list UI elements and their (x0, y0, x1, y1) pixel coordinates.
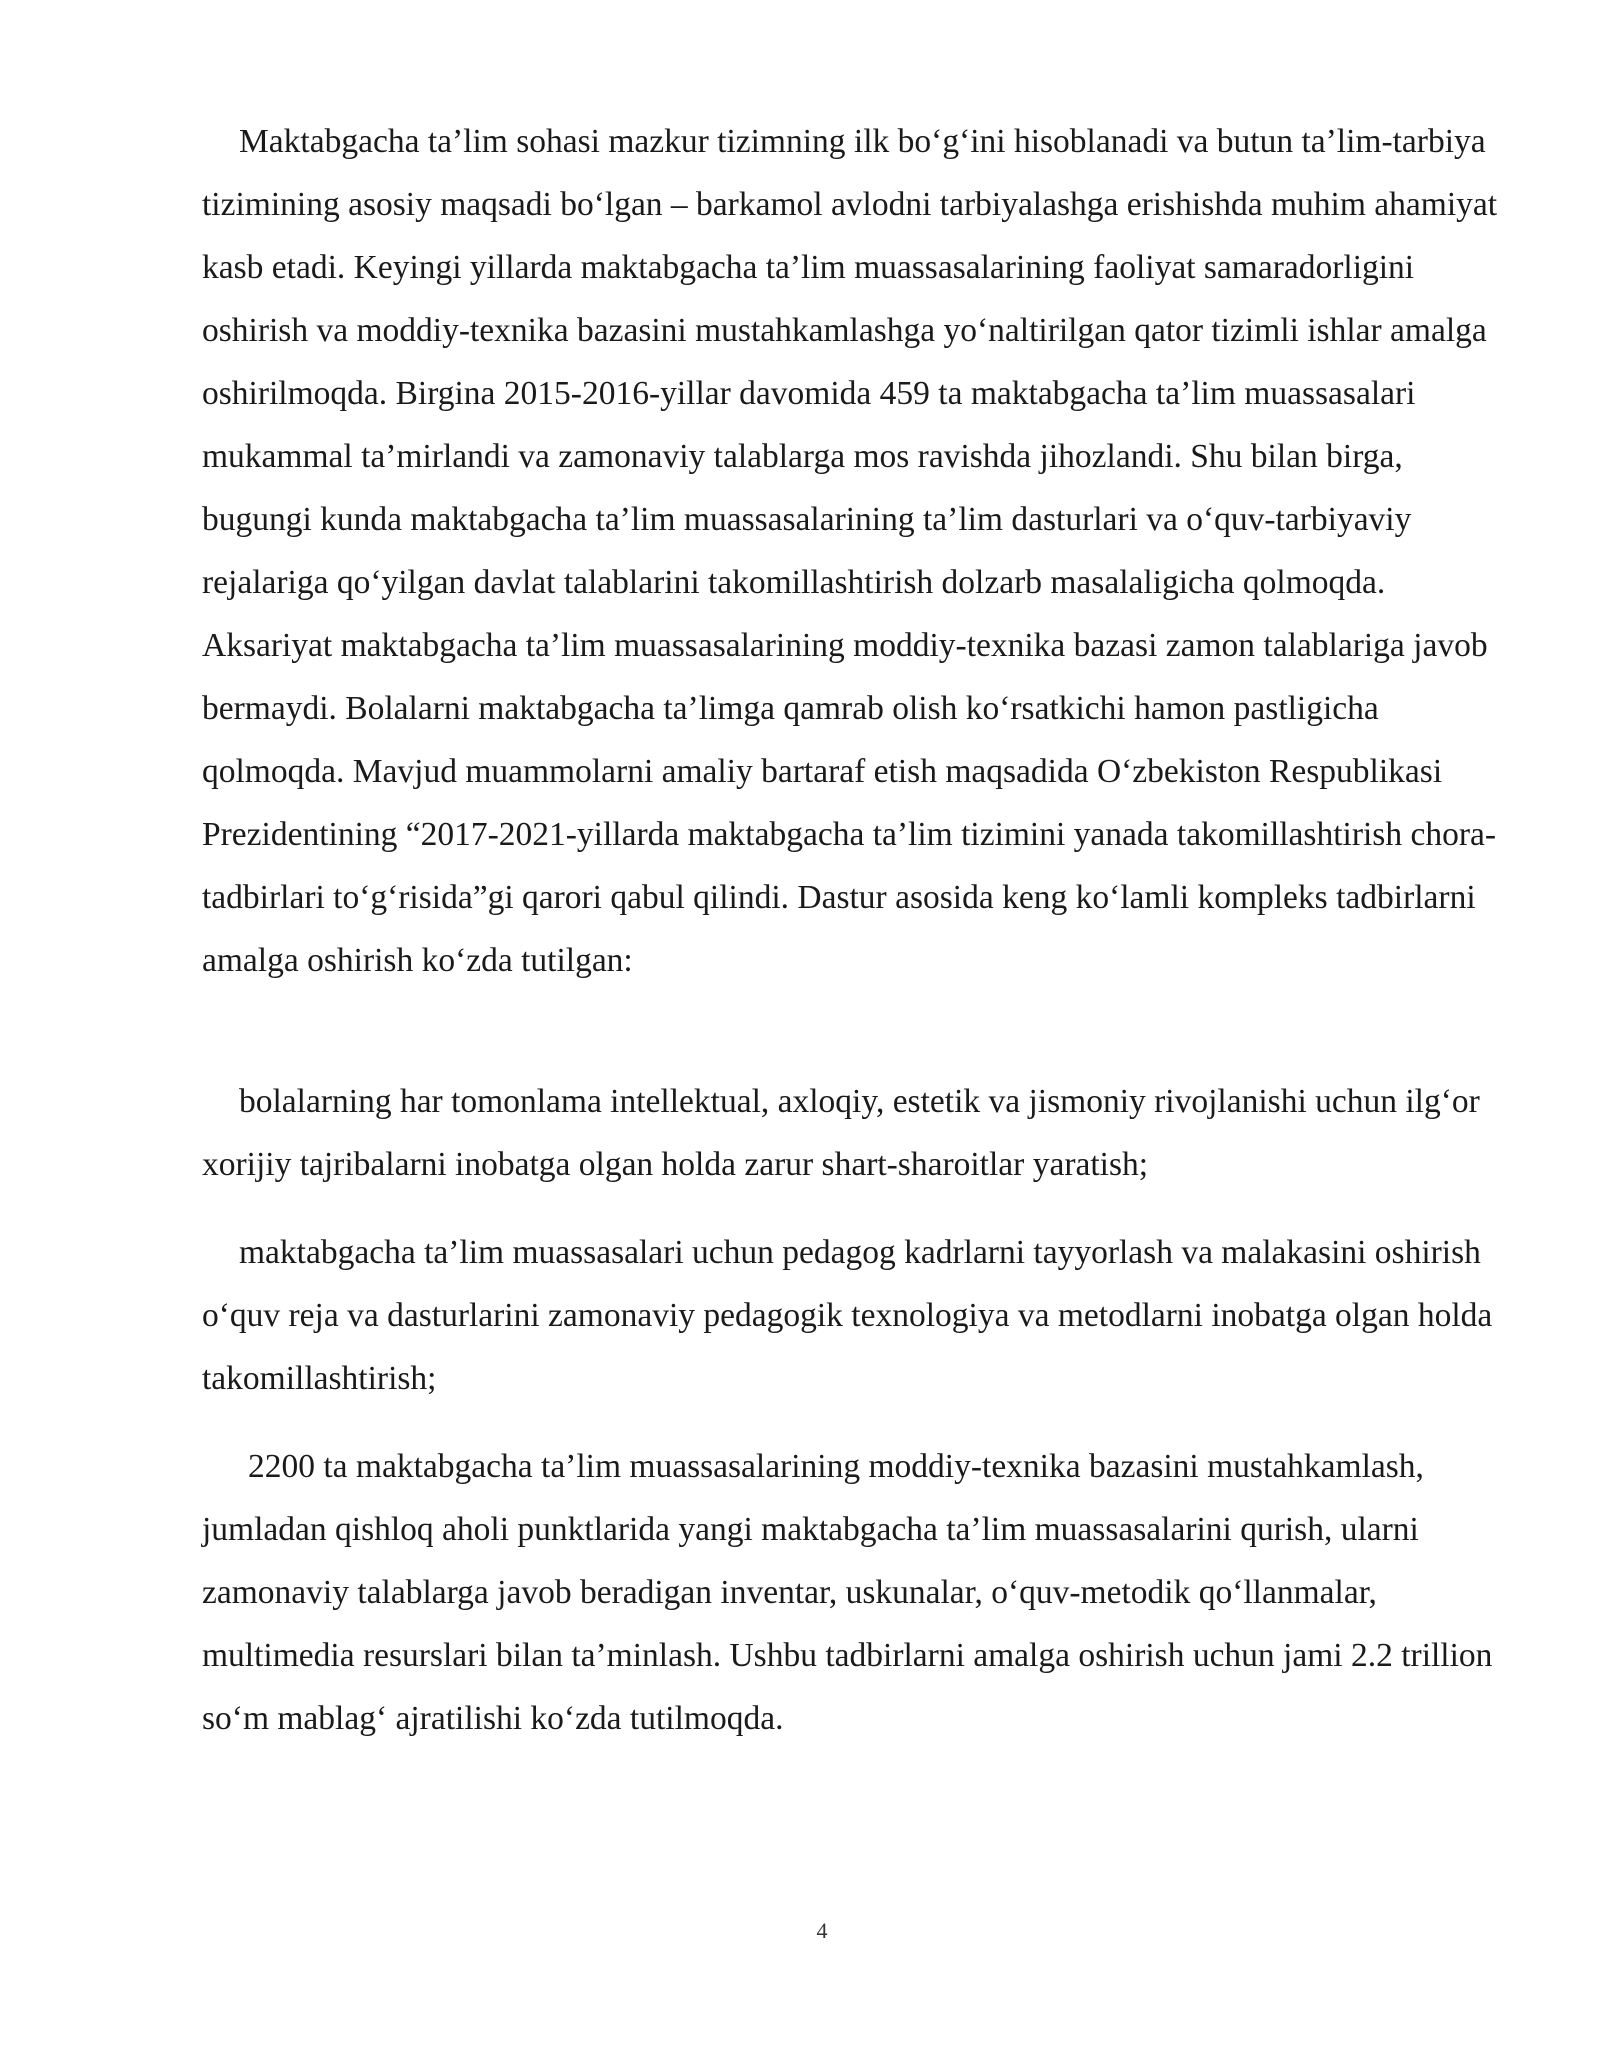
paragraph-list-item-3: 2200 ta maktabgacha ta’lim muassasalarining moddiy-texnika bazasini mustahkamlash, jumladan qishloq aholi punktlarida yangi maktabgacha ta’lim muassasalarini qurish, ularni zamonaviy talablarga javob beradigan inventar, uskunalar, o‘quv-metodik qo‘llanmalar, multimedia resurslari bilan ta’minlash. Ushbu tadbirlarni amalga oshirish uchun jami 2.2 trillion so‘m mablag‘ ajratilishi ko‘zda tutilmoqda. (202, 1448, 1493, 1737)
paragraph-list-item-2: maktabgacha ta’lim muassasalari uchun pedagog kadrlarni tayyorlash va malakasini oshirish o‘quv reja va dasturlarini zamonaviy pedagogik texnologiya va metodlarni inobatga olgan holda takomillashtirish; (202, 1234, 1493, 1397)
page-number: 4 (816, 1918, 828, 1943)
paragraph-intro: Maktabgacha ta’lim sohasi mazkur tizimning ilk bo‘g‘ini hisoblanadi va butun ta’lim-tarbiya tizimining asosiy maqsadi bo‘lgan – barkamol avlodni tarbiyalashga erishishda muhim ahamiyat kasb etadi. Keyingi yillarda maktabgacha ta’lim muassasalarining faoliyat samaradorligini oshirish va moddiy-texnika bazasini mustahkamlashga yo‘naltirilgan qator tizimli ishlar amalga oshirilmoqda. Birgina 2015-2016-yillar davomida 459 ta maktabgacha ta’lim muassasalari mukammal ta’mirlandi va zamonaviy talablarga mos ravishda jihozlandi. Shu bilan birga, bugungi kunda maktabgacha ta’lim muassasalarining ta’lim dasturlari va o‘quv-tarbiyaviy rejalariga qo‘yilgan davlat talablarini takomillashtirish dolzarb masalaligicha qolmoqda. Aksariyat maktabgacha ta’lim muassasalarining moddiy-texnika bazasi zamon talablariga javob bermaydi. Bolalarni maktabgacha ta’limga qamrab olish ko‘rsatkichi hamon pastligicha qolmoqda. Mavjud muammolarni amaliy bartaraf etish maqsadida O‘zbekiston Respublikasi Prezidentining “2017-2021-yillarda maktabgacha ta’lim tizimini yanada takomillashtirish chora-tadbirlari to‘g‘risida”gi qarori qabul qilindi. Dastur asosida keng ko‘lamli kompleks tadbirlarni amalga oshirish ko‘zda tutilgan: (202, 123, 1498, 979)
paragraph-list-item-1: bolalarning har tomonlama intellektual, axloqiy, estetik va jismoniy rivojlanishi uchun ilg‘or xorijiy tajribalarni inobatga olgan holda zarur shart-sharoitlar yaratish; (202, 1083, 1480, 1183)
